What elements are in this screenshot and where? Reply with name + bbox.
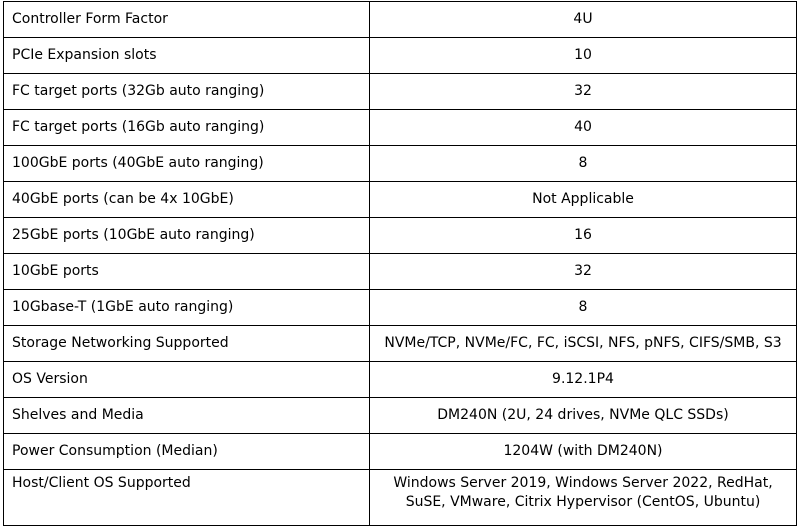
row-value: 16	[370, 218, 797, 254]
row-label: PCIe Expansion slots	[4, 38, 370, 74]
row-value: 40	[370, 110, 797, 146]
row-value: 32	[370, 74, 797, 110]
row-label: 40GbE ports (can be 4x 10GbE)	[4, 182, 370, 218]
row-value: 32	[370, 254, 797, 290]
row-value: 10	[370, 38, 797, 74]
row-label: Shelves and Media	[4, 398, 370, 434]
table-row	[4, 326, 797, 362]
table-row	[4, 182, 797, 218]
row-value: 9.12.1P4	[370, 362, 797, 398]
row-label: Power Consumption (Median)	[4, 434, 370, 470]
row-value: NVMe/TCP, NVMe/FC, FC, iSCSI, NFS, pNFS, CIFS/SMB, S3	[370, 326, 797, 362]
row-label: FC target ports (16Gb auto ranging)	[4, 110, 370, 146]
row-label: 100GbE ports (40GbE auto ranging)	[4, 146, 370, 182]
row-label: 10Gbase-T (1GbE auto ranging)	[4, 290, 370, 326]
spec-table	[3, 1, 797, 526]
row-label: 25GbE ports (10GbE auto ranging)	[4, 218, 370, 254]
table-row	[4, 110, 797, 146]
table-row	[4, 362, 797, 398]
row-value: 1204W (with DM240N)	[370, 434, 797, 470]
table-row	[4, 218, 797, 254]
table-row	[4, 146, 797, 182]
table-row	[4, 434, 797, 470]
row-label: Storage Networking Supported	[4, 326, 370, 362]
table-row	[4, 38, 797, 74]
row-label: Controller Form Factor	[4, 2, 370, 38]
row-value: 8	[370, 146, 797, 182]
row-value: Not Applicable	[370, 182, 797, 218]
table-row	[4, 398, 797, 434]
row-value: 4U	[370, 2, 797, 38]
row-value: 8	[370, 290, 797, 326]
row-label: FC target ports (32Gb auto ranging)	[4, 74, 370, 110]
table-row	[4, 74, 797, 110]
row-label: Host/Client OS Supported	[4, 470, 370, 526]
row-label: 10GbE ports	[4, 254, 370, 290]
table-row	[4, 254, 797, 290]
row-value: Windows Server 2019, Windows Server 2022, RedHat, SuSE, VMware, Citrix Hypervisor (CentOS, Ubuntu)	[370, 470, 797, 526]
table-row	[4, 2, 797, 38]
table-row	[4, 470, 797, 526]
row-value: DM240N (2U, 24 drives, NVMe QLC SSDs)	[370, 398, 797, 434]
table-row	[4, 290, 797, 326]
row-label: OS Version	[4, 362, 370, 398]
